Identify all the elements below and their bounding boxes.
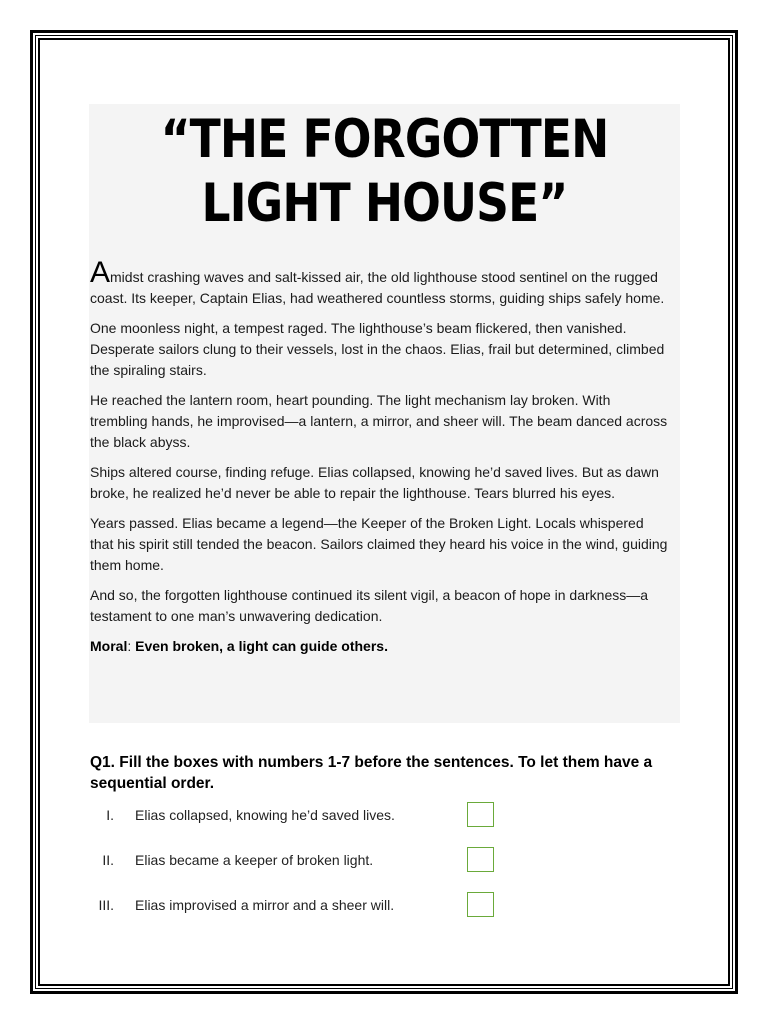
sequence-item [90, 802, 510, 828]
moral-text: Even broken, a light can guide others. [135, 638, 388, 654]
sequence-item [90, 847, 510, 873]
story-paragraph-2: One moonless night, a tempest raged. The lighthouse’s beam flickered, then vanished. Desperate sailors clung to their vessels, lost in the chaos. Elias, frail but determined, climbed the spiraling stairs. [90, 320, 665, 378]
story-title [130, 108, 638, 236]
story-paragraph-5: Years passed. Elias became a legend—the Keeper of the Broken Light. Locals whispered that his spirit still tended the beacon. Sailors claimed they heard his voice in the wind, guiding them home. [90, 515, 668, 573]
moral-separator: : [127, 638, 136, 654]
moral-label: Moral [90, 638, 128, 654]
story-paragraph-1-text: midst crashing waves and salt-kissed air, the old lighthouse stood sentinel on the rugged coast. Its keeper, Captain Elias, had weathered countless storms, guiding ships safely home. [90, 269, 665, 306]
item-numeral: I. [106, 807, 114, 823]
story-title-line-1: “THE FORGOTTEN [160, 109, 609, 170]
item-numeral: III. [98, 897, 114, 913]
moral-line [90, 636, 670, 657]
item-sentence: Elias improvised a mirror and a sheer will. [135, 897, 395, 913]
story-paragraph-3: He reached the lantern room, heart pounding. The light mechanism lay broken. With trembling hands, he improvised—a lantern, a mirror, and sheer will. The beam danced across the black abyss. [90, 392, 668, 450]
story-paragraph-4: Ships altered course, finding refuge. Elias collapsed, knowing he’d saved lives. But as dawn broke, he realized he’d never be able to repair the lighthouse. Tears blurred his eyes. [90, 464, 659, 501]
question-prompt: Q1. Fill the boxes with numbers 1-7 before the sentences. To let them have a sequential order. [90, 754, 653, 792]
drop-cap: A [90, 256, 111, 289]
story-paragraph-6: And so, the forgotten lighthouse continued its silent vigil, a beacon of hope in darkness—a testament to one man’s unwavering dedication. [90, 587, 649, 624]
answer-box-2[interactable] [467, 847, 494, 872]
item-sentence: Elias became a keeper of broken light. [135, 852, 374, 868]
answer-box-1[interactable] [467, 802, 494, 827]
story-body [90, 256, 670, 666]
item-sentence: Elias collapsed, knowing he’d saved lives. [135, 807, 395, 823]
story-title-line-2: LIGHT HOUSE” [201, 173, 568, 234]
story-paragraph-1 [90, 256, 670, 309]
answer-box-3[interactable] [467, 892, 494, 917]
sequence-item [90, 892, 510, 918]
item-numeral: II. [102, 852, 114, 868]
